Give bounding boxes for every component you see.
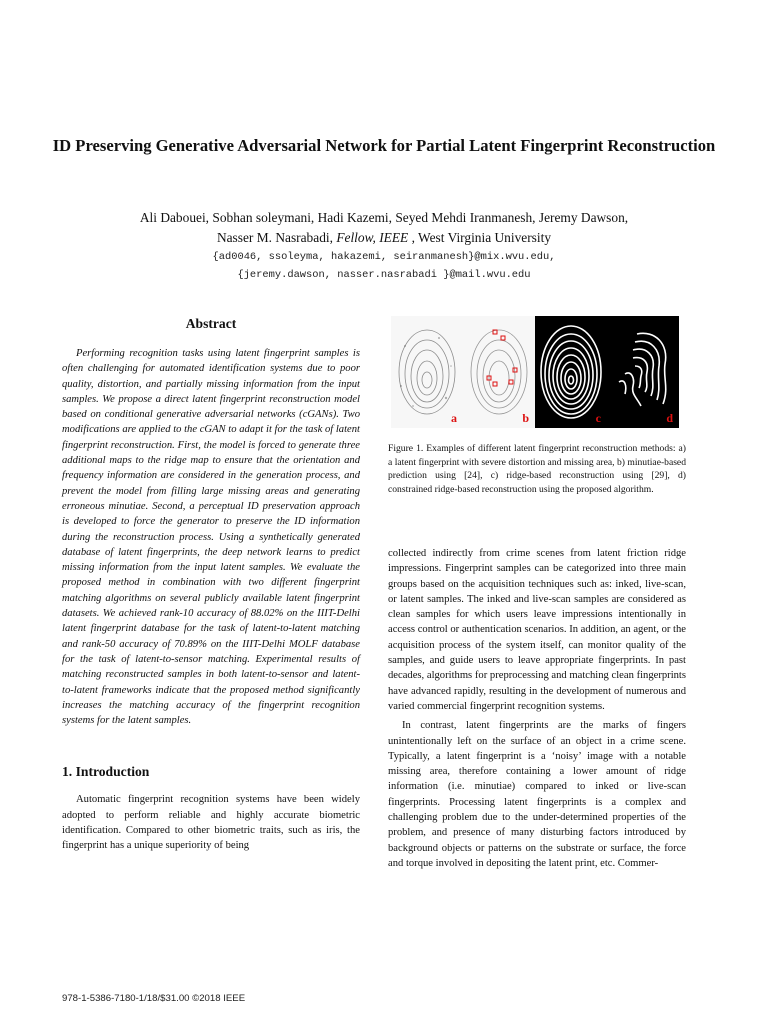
- intro-heading: 1. Introduction: [62, 764, 150, 780]
- email-line-1: {ad0046, ssoleyma, hakazemi, seiranmanesh}@mix.wvu.edu,: [212, 251, 556, 263]
- right-body: [388, 546, 686, 871]
- author-affiliation: , West Virginia University: [411, 230, 552, 245]
- panel-label-a: a: [451, 411, 457, 425]
- author-fellow: Fellow, IEEE: [336, 230, 409, 245]
- abstract-heading: Abstract: [185, 316, 237, 331]
- figure-panel-d: [607, 316, 679, 428]
- intro-paragraph-1: Automatic fingerprint recognition systems have been widely adopted to perform reliable and highly accurate biometric identification. Compared to other biometric traits, such as iris, the fingerprint has a unique superiority of being: [62, 794, 360, 852]
- right-column: [388, 316, 686, 869]
- copyright-footer: 978-1-5386-7180-1/18/$31.00 ©2018 IEEE: [62, 993, 246, 1004]
- email-line-2: {jeremy.dawson, nasser.nasrabadi }@mail.wvu.edu: [237, 269, 531, 281]
- intro-paragraph-3: In contrast, latent fingerprints are the marks of fingers unintentionally left on the surface of an object in a crime scene. Typically, a latent fingerprint is a ‘noisy’ image with a notable missing area, therefore containing a lower amount of ridge information (i.e. minutiae) compared to inked or live-scan fingerprints. Processing latent fingerprints is a complex and challenging problem due to the under-determined properties of the problem, and presence of many disturbing factors introduced by background objects or patterns on the substrate or surface, the force and torque involved in depositing the latent print, etc. Commer-: [388, 720, 686, 869]
- figure-1: [391, 316, 679, 428]
- figure-panel-c: [535, 316, 607, 428]
- left-column: [62, 316, 360, 854]
- author-line-2: [40, 228, 728, 248]
- author-line-1: Ali Dabouei, Sobhan soleymani, Hadi Kazemi, Seyed Mehdi Iranmanesh, Jeremy Dawson,: [139, 210, 629, 225]
- abstract-text: Performing recognition tasks using latent fingerprint samples is often challenging for automated identification systems due to poor quality, distortion, and partially missing information from the input samples. We propose a direct latent fingerprint reconstruction model based on conditional generative adversarial networks (cGANs). Two modifications are applied to the cGAN to adapt it for the task of latent fingerprint reconstruction. First, the model is forced to generate three additional maps to the ridge map to ensure that the orientation and frequency information are considered in the generation process, and prevent the model from filling large missing areas and generating erroneous minutiae. Second, a perceptual ID preservation approach is developed to force the generator to preserve the ID information during the reconstruction process. Using a synthetically generated database of latent fingerprints, the deep network learns to predict missing information from the input latent samples. We evaluate the proposed method in combination with two different fingerprint matching algorithms on several publicly available latent fingerprint datasets. We achieved rank-10 accuracy of 88.02% on the IIIT-Delhi latent fingerprint database for the task of latent-to-latent matching and rank-50 accuracy of 70.89% on the IIIT-Delhi MOLF database for the task of latent-to-sensor matching. Experimental results of matching reconstructed samples in both latent-to-sensor and latent-to-latent frameworks indicate that the proposed method significantly increases the matching accuracy of the fingerprint recognition systems for the latent samples.: [62, 348, 360, 727]
- panel-label-c: c: [595, 411, 601, 425]
- panel-label-d: d: [666, 411, 673, 425]
- intro-paragraph-2: collected indirectly from crime scenes from latent friction ridge impressions. Fingerprint samples can be categorized into three main groups based on the acquisition techniques such as: inked, live-scan, or latent samples. The inked and live-scan samples are considered as clean samples for which users leave impressions intentionally in access control or authentication scenarios. In addition, an agent, or the acquisition process of the system itself, can monitor quality of the samples, and guide users to leave appropriate fingerprints. In past decades, algorithms for preprocessing and matching clean fingerprints have advanced rapidly, resulting in the development of numerous and varied commercial fingerprint recognition systems.: [388, 548, 686, 712]
- figure-panel-b: [463, 316, 535, 428]
- figure-panel-a: [391, 316, 463, 428]
- email-block: [40, 248, 728, 284]
- paper-title: ID Preserving Generative Adversarial Network for Partial Latent Fingerprint Reconstruction: [52, 136, 716, 155]
- author-name: Nasser M. Nasrabadi,: [216, 230, 333, 245]
- author-block: [40, 208, 728, 248]
- figure-caption: Figure 1. Examples of different latent fingerprint reconstruction methods: a) a latent fingerprint with severe distortion and missing area, b) minutiae-based prediction using [24], c) ridge-based reconstruction using [29], d) constrained ridge-based reconstruction using the proposed algorithm.: [388, 443, 686, 495]
- panel-label-b: b: [522, 411, 529, 425]
